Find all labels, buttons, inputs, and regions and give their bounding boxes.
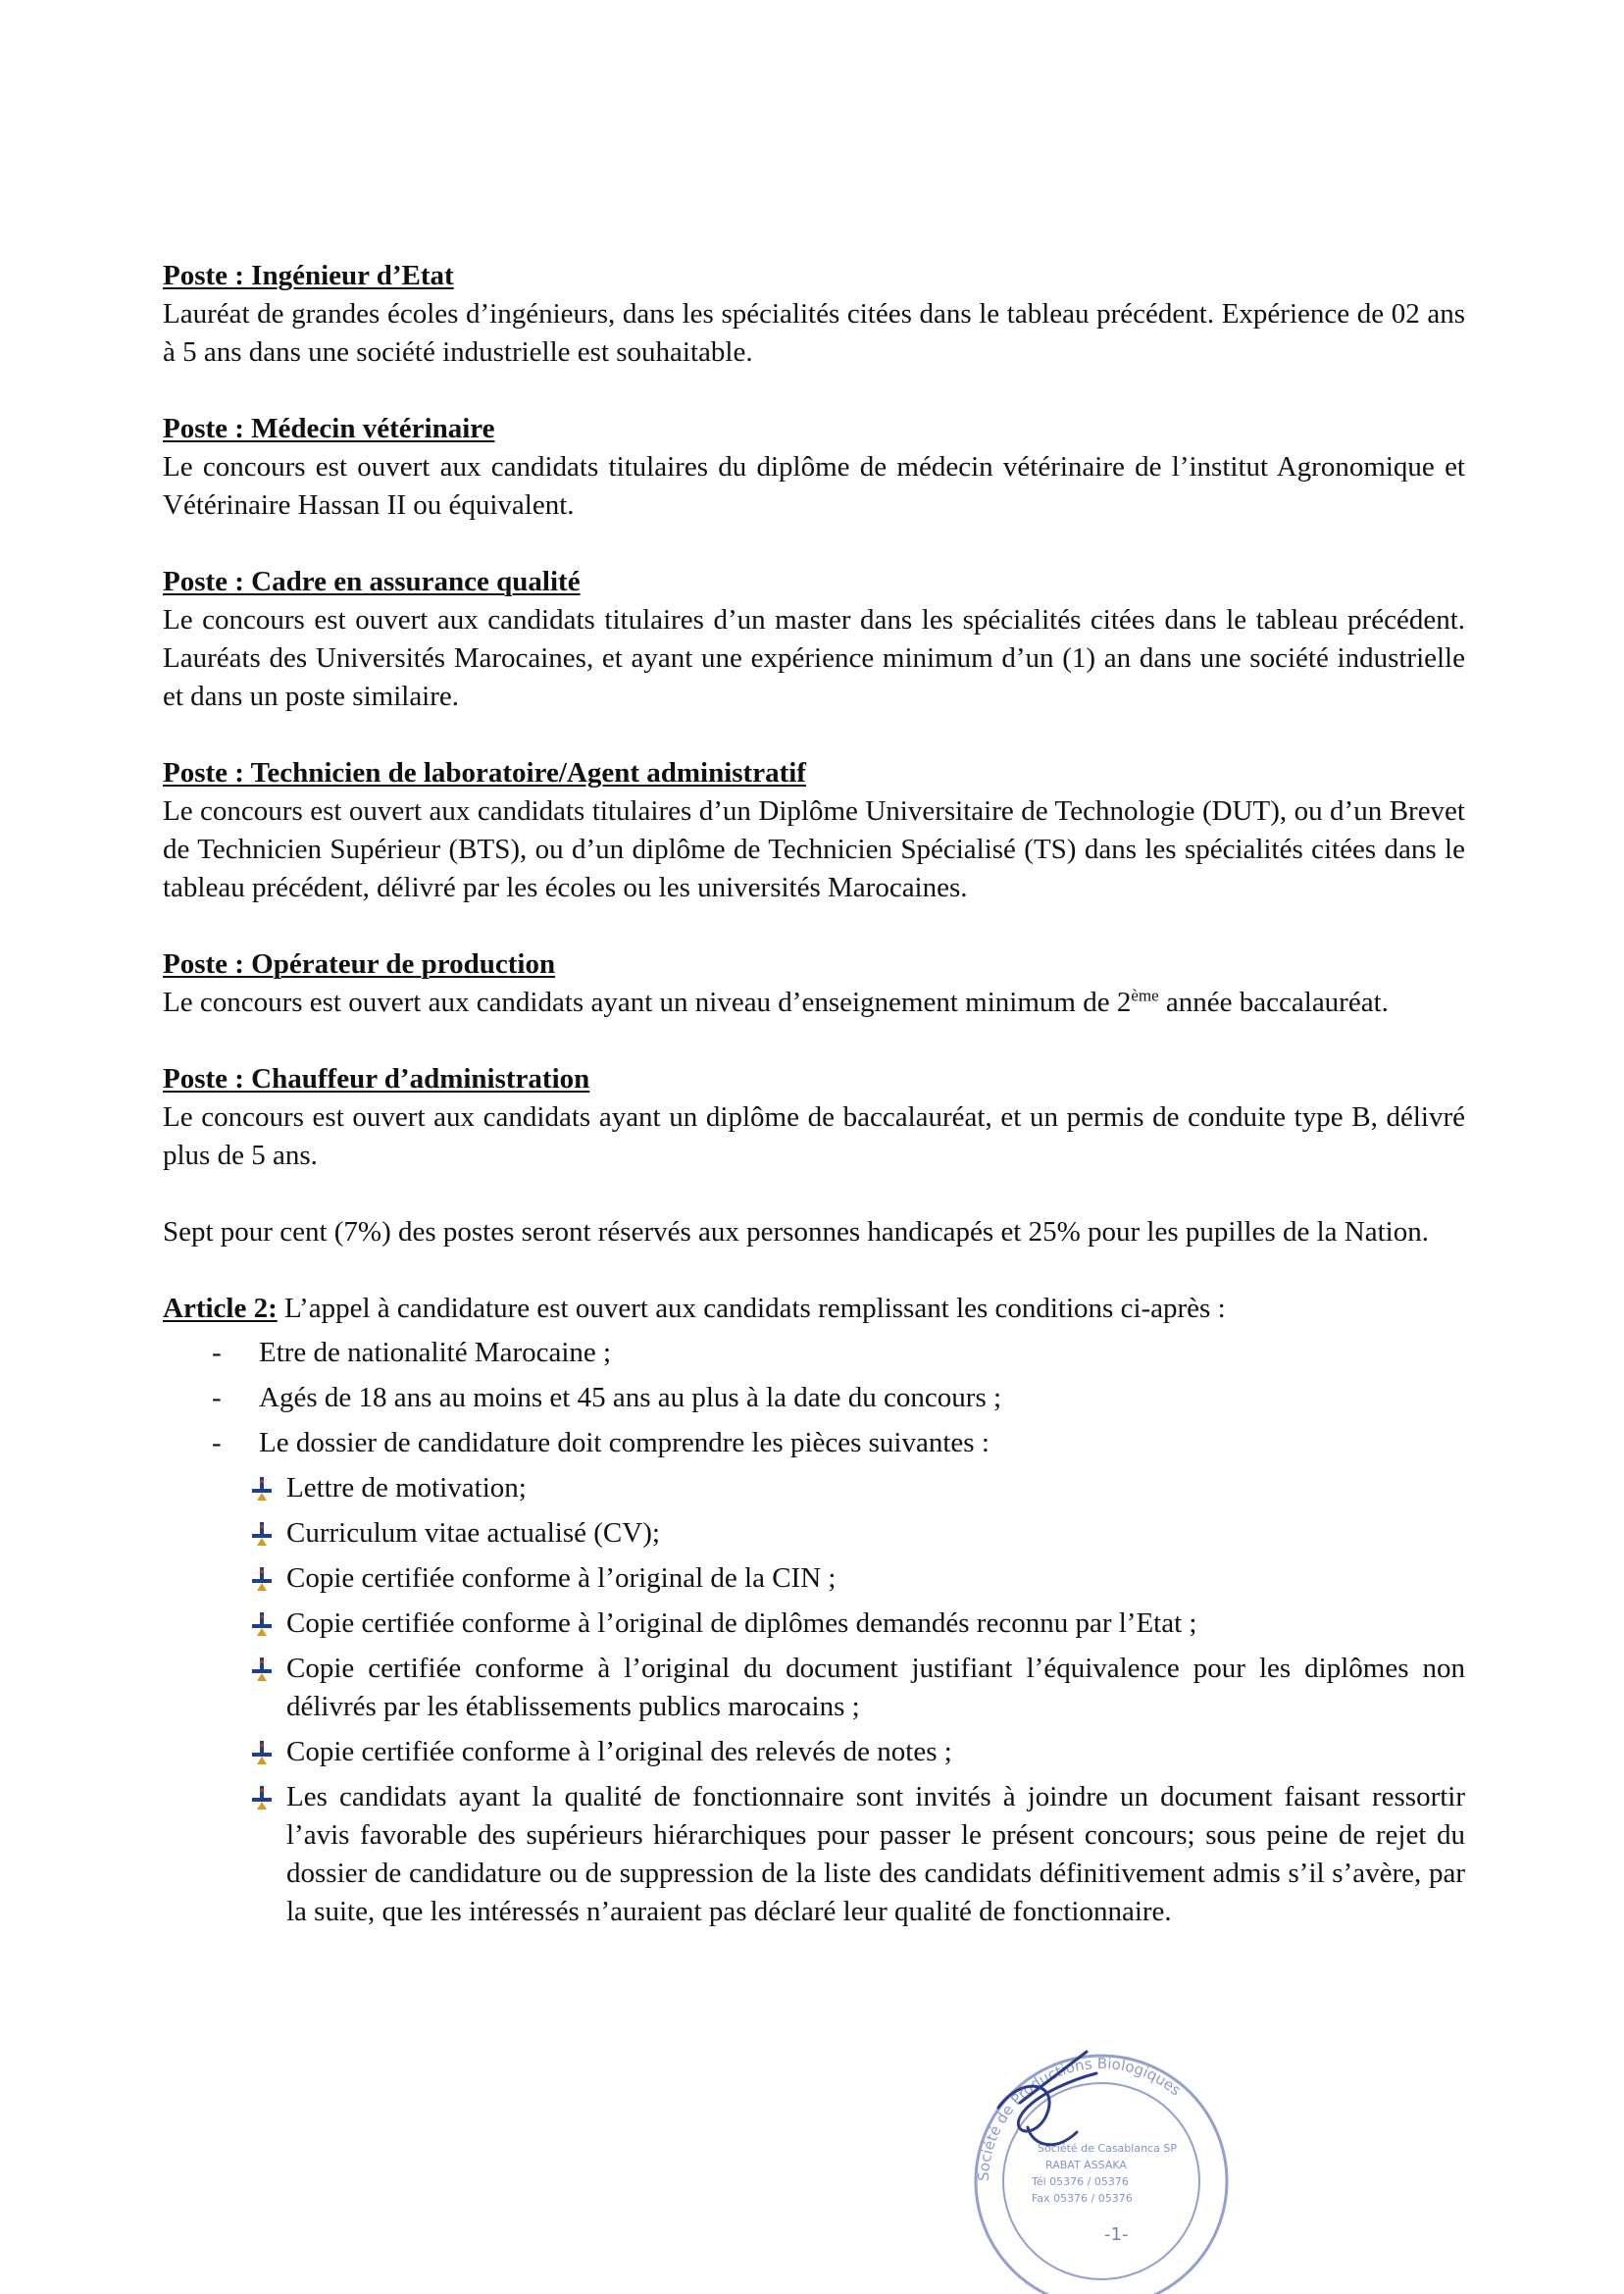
svg-text:Société de Productions Biologi: Société de Productions Biologiques [974,2054,1185,2182]
document-item-text: Copie certifiée conforme à l’original de diplômes demandés reconnu par l’Etat ; [286,1607,1197,1639]
poste-description: Le concours est ouvert aux candidats ayant un diplôme de baccalauréat, et un permis de conduite type B, délivré plus de 5 ans. [163,1101,1465,1171]
poste-text-superscript: ème [1131,986,1159,1005]
poste-title: Poste : Cadre en assurance qualité [163,566,581,597]
stamp-page-mark: -1- [1104,2224,1129,2245]
document-item-text: Copie certifiée conforme à l’original de la CIN ; [286,1562,837,1594]
documents-list [163,1469,1465,1931]
poste-title: Poste : Médecin vétérinaire [163,413,495,444]
stamp-ring-text [975,2055,1185,2181]
pin-bullet-icon [249,1785,275,1810]
pin-bullet-icon [249,1476,275,1502]
stamp-inner-text [1031,2142,1177,2205]
document-item [249,1469,1465,1507]
svg-text:Société de Casablanca SP: Société de Casablanca SP [1038,2142,1177,2155]
poste-technicien-section [163,754,1465,907]
condition-item: - Agés de 18 ans au moins et 45 ans au plus à la date du concours ; [212,1379,1465,1417]
poste-operateur-section [163,945,1465,1022]
pin-bullet-icon [249,1521,275,1547]
article-2-intro [163,1290,1465,1328]
poste-description: Lauréat de grandes écoles d’ingénieurs, dans les spécialités citées dans le tableau précédent. Expérience de 02 ans à 5 ans dans une société industrielle est souhaitable. [163,298,1465,368]
document-item-text: Les candidats ayant la qualité de fonctionnaire sont invités à joindre un document faisant ressortir l’avis favorable des supérieurs hiérarchiques pour passer le présent concours; sous peine de rejet du dossier de candidature ou de suppression de la liste des candidats définitivement admis s’il s’avère, par la suite, que les intéressés n’auraient pas déclaré leur qualité de fonctionnaire. [286,1781,1465,1927]
poste-description: Le concours est ouvert aux candidats titulaires d’un master dans les spécialités citées dans le tableau précédent. Lauréats des Universités Marocaines, et ayant une expérience minimum d’un (1) an dans une société industrielle et dans un poste similaire. [163,604,1465,712]
poste-description: Le concours est ouvert aux candidats titulaires du diplôme de médecin vétérinaire de l’institut Agronomique et Vétérinaire Hassan II ou équivalent. [163,451,1465,521]
poste-ingenieur-section [163,257,1465,372]
poste-cadre-qualite-section [163,563,1465,716]
official-stamp [930,2034,1255,2294]
document-item [249,1559,1465,1598]
poste-title: Poste : Ingénieur d’Etat [163,260,454,291]
conditions-list [163,1334,1465,1462]
poste-title: Poste : Technicien de laboratoire/Agent administratif [163,757,806,789]
article-2-intro-text: L’appel à candidature est ouvert aux candidats remplissant les conditions ci-après : [277,1293,1226,1324]
document-item-text: Lettre de motivation; [286,1472,527,1504]
document-item [249,1514,1465,1553]
svg-text:Tél 05376 / 05376: Tél 05376 / 05376 [1032,2175,1129,2188]
condition-item: - Etre de nationalité Marocaine ; [212,1334,1465,1372]
poste-chauffeur-section [163,1060,1465,1175]
pin-bullet-icon [249,1566,275,1592]
document-item-text: Copie certifiée conforme à l’original du document justifiant l’équivalence pour les diplômes non délivrés par les établissements publics marocains ; [286,1653,1465,1722]
poste-description [163,984,1465,1022]
poste-text-after: année baccalauréat. [1158,987,1389,1018]
document-item-text: Copie certifiée conforme à l’original des relevés de notes ; [286,1736,952,1767]
poste-description: Le concours est ouvert aux candidats titulaires d’un Diplôme Universitaire de Technologie (DUT), ou d’un Brevet de Technicien Supérieur (BTS), ou d’un diplôme de Technicien Spécialisé (TS) dans les spécialités citées dans le tableau précédent, délivré par les écoles ou les universités Marocaines. [163,795,1465,903]
article-2-label: Article 2: [163,1293,278,1324]
document-page [163,257,1465,1938]
condition-item: - Le dossier de candidature doit comprendre les pièces suivantes : [212,1424,1465,1462]
poste-text-before: Le concours est ouvert aux candidats ayant un niveau d’enseignement minimum de 2 [163,987,1132,1018]
poste-title: Poste : Chauffeur d’administration [163,1063,590,1095]
document-item [249,1778,1465,1931]
reservation-paragraph: Sept pour cent (7%) des postes seront réservés aux personnes handicapés et 25% pour les pupilles de la Nation. [163,1216,1429,1248]
signature [998,2052,1096,2145]
document-item-text: Curriculum vitae actualisé (CV); [286,1517,660,1549]
poste-title: Poste : Opérateur de production [163,948,556,980]
document-item [249,1733,1465,1771]
article-2-section [163,1290,1465,1931]
pin-bullet-icon [249,1740,275,1765]
document-item [249,1650,1465,1726]
svg-text:RABAT ASSAKA: RABAT ASSAKA [1045,2159,1127,2171]
svg-text:Fax 05376 / 05376: Fax 05376 / 05376 [1032,2192,1133,2205]
pin-bullet-icon [249,1611,275,1637]
pin-bullet-icon [249,1657,275,1682]
reservation-section [163,1213,1465,1251]
document-item [249,1605,1465,1643]
poste-veterinaire-section [163,410,1465,525]
